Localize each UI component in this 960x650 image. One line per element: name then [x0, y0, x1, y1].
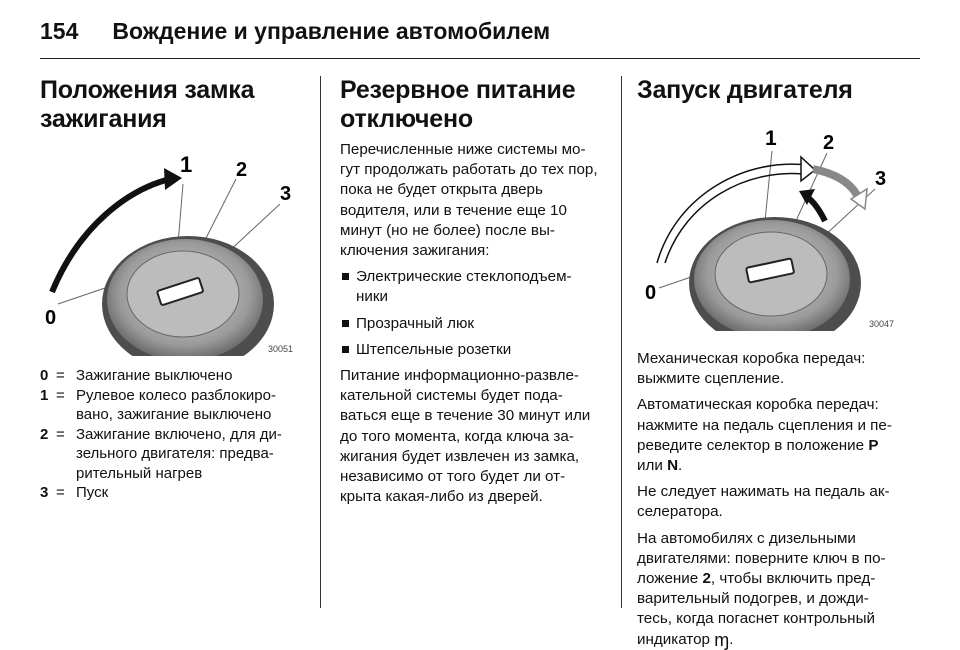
systems-list [340, 267, 604, 360]
column-retained-power [340, 76, 604, 507]
accelerator-paragraph: Не следует нажимать на педаль ак- селератора. [637, 483, 890, 521]
automatic-transmission-paragraph: Автоматическая коробка передач: нажмите на педаль сцепления и пе- реведите селектор в положение P или N. [637, 396, 892, 475]
list-item: Электрические стеклоподъем- ники [340, 267, 604, 307]
column-divider [621, 76, 622, 608]
label-0: 0 [45, 307, 57, 329]
label-1: 1 [180, 152, 193, 177]
label-2: 2 [823, 132, 835, 154]
ignition-figure [40, 144, 302, 356]
page-header [40, 18, 550, 48]
column-divider [320, 76, 321, 608]
start-figure [637, 113, 905, 331]
column-engine-start [637, 76, 905, 650]
diesel-paragraph: На автомобилях с дизельными двигателями: поверните ключ в по- ложение 2, чтобы включить пред- варительный подогрев, и дожди- тесь, когда погаснет контрольный индикатор ɱ. [637, 529, 886, 650]
label-3: 3 [875, 168, 887, 190]
column-ignition-positions [40, 76, 302, 503]
section-heading: Положения замка зажигания [40, 76, 255, 133]
infotainment-paragraph: Питание информационно-развле- кательной системы будет пода- ваться еще в течение 30 минут или до того момента, когда ключа за- жигания будет извлечен из замка, независимо от того будет ли от- крыта какая-либо из дверей. [340, 367, 591, 506]
list-item: Прозрачный люк [340, 314, 604, 334]
preheat-indicator-icon: ɱ [714, 629, 730, 650]
figure-code: 30047 [869, 319, 895, 329]
section-heading: Резервное питание отключено [340, 76, 576, 133]
label-0: 0 [645, 282, 657, 304]
legend-row: 1 = Рулевое колесо разблокиро- вано, зажигание выключено [40, 386, 276, 423]
chapter-title: Вождение и управление автомобилем [112, 18, 551, 44]
header-rule [40, 58, 920, 59]
legend-row: 0 = Зажигание выключено [40, 367, 233, 384]
label-3: 3 [280, 183, 292, 205]
intro-paragraph: Перечисленные ниже системы мо- гут продолжать работать до тех пор, пока не будет открыта дверь водителя, или в течение еще 10 минут (но не более) после вы- ключения зажигания: [340, 141, 598, 260]
section-heading: Запуск двигателя [637, 76, 853, 104]
figure-legend [40, 366, 302, 503]
label-1: 1 [765, 127, 777, 150]
figure-code: 30051 [268, 344, 294, 354]
legend-row: 3 = Пуск [40, 484, 109, 501]
legend-row: 2 = Зажигание включено, для ди- зельного двигателя: предва- рительный нагрев [40, 425, 282, 482]
page-number: 154 [40, 18, 79, 44]
manual-transmission-paragraph: Механическая коробка передач: выжмите сцепление. [637, 350, 866, 388]
list-item: Штепсельные розетки [340, 340, 604, 360]
label-2: 2 [236, 159, 248, 181]
